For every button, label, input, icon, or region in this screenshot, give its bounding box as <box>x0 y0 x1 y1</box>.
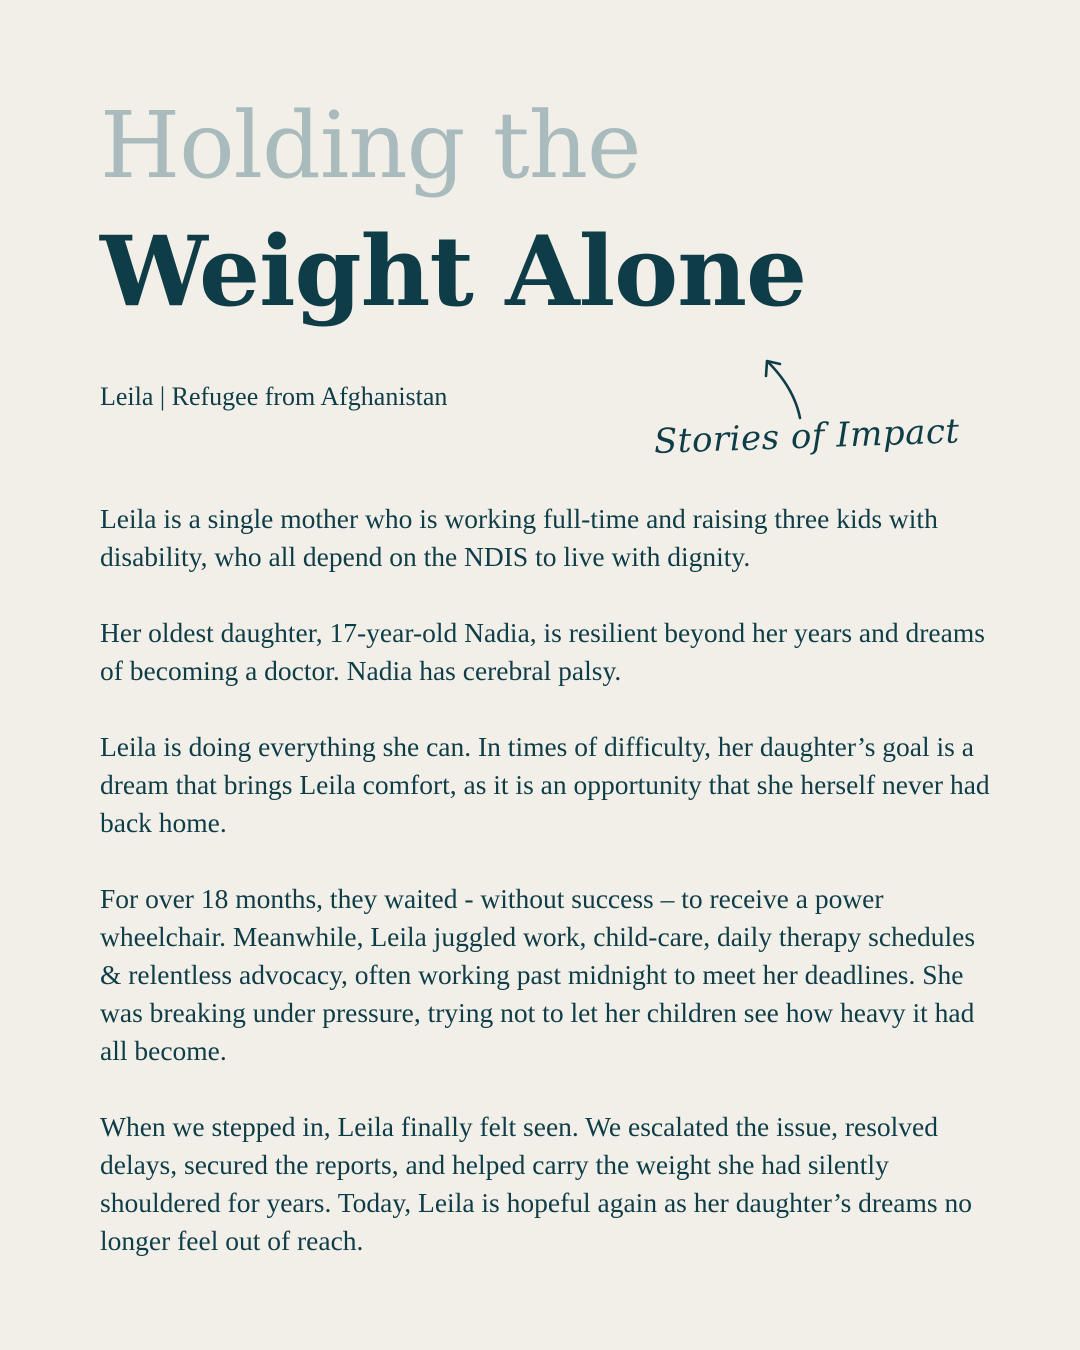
paragraph-5: When we stepped in, Leila finally felt seen. We escalated the issue, resolved delays, secured the reports, and helped carry the weight she had silently shouldered for years. Today, Leila is hopeful again as her daughter’s dreams no longer feel out of reach. <box>100 1111 972 1256</box>
stories-of-impact-tagline: Stories of Impact <box>653 411 961 462</box>
story-body <box>100 500 1000 1298</box>
title-line-1: Holding the <box>100 92 641 199</box>
title-line-2: Weight Alone <box>100 215 807 328</box>
paragraph-3: Leila is doing everything she can. In times of difficulty, her daughter’s goal is a dream that brings Leila comfort, as it is an opportunity that she herself never had back home. <box>100 731 990 838</box>
page-title <box>100 92 807 328</box>
paragraph-1: Leila is a single mother who is working full-time and raising three kids with disability, who all depend on the NDIS to live with dignity. <box>100 503 938 572</box>
paragraph-4: For over 18 months, they waited - without success – to receive a power wheelchair. Meanwhile, Leila juggled work, child-care, daily therapy schedules & relentless advocacy, often working past midnight to meet her deadlines. She was breaking under pressure, trying not to let her children see how heavy it had all become. <box>100 883 976 1066</box>
paragraph-2: Her oldest daughter, 17-year-old Nadia, is resilient beyond her years and dreams of becoming a doctor. Nadia has cerebral palsy. <box>100 617 985 686</box>
subtitle: Leila | Refugee from Afghanistan <box>100 382 448 411</box>
curved-arrow-up-icon <box>756 352 816 424</box>
